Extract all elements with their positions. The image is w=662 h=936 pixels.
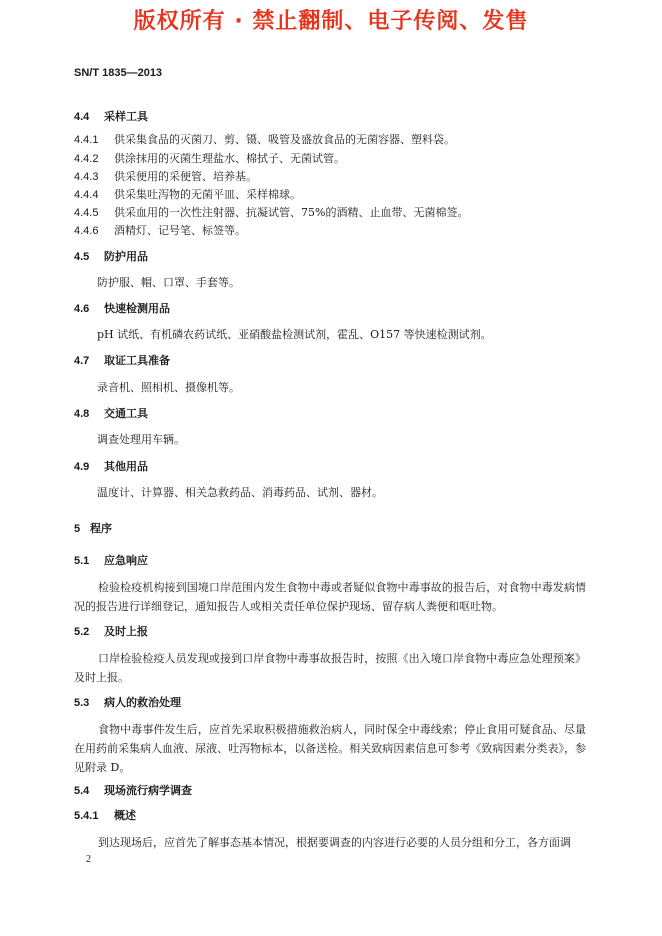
section-heading-5-4: 5.4 现场流行病学调查 <box>74 784 192 797</box>
section-heading-5-3: 5.3 病人的救治处理 <box>74 696 181 709</box>
list-item: 4.4.6 酒精灯、记号笔、标签等。 <box>74 224 246 237</box>
section-heading-4-4: 4.4 采样工具 <box>74 110 148 123</box>
section-body-4-5: 防护服、帽、口罩、手套等。 <box>97 276 240 289</box>
section-body-5-1: 检验检疫机构接到国境口岸范围内发生食物中毒或者疑似食物中毒事故的报告后，对食物中毒发病情况的报告进行详细登记，通知报告人或相关责任单位保护现场、留存病人粪便和呕吐物。 <box>74 581 586 613</box>
list-item: 4.4.2 供涂抹用的灭菌生理盐水、棉拭子、无菌试管。 <box>74 152 345 165</box>
list-item: 4.4.1 供采集食品的灭菌刀、剪、镊、吸管及盛放食品的无菌容器、塑料袋。 <box>74 133 455 146</box>
section-heading-4-5: 4.5 防护用品 <box>74 250 148 263</box>
section-body-5-2: 口岸检验检疫人员发现或接到口岸食物中毒事故报告时，按照《出入境口岸食物中毒应急处理预案》及时上报。 <box>74 652 586 684</box>
section-heading-5-2: 5.2 及时上报 <box>74 625 148 638</box>
section-body-5-3: 食物中毒事件发生后，应首先采取积极措施救治病人，同时保全中毒线索；停止食用可疑食品、尽量在用药前采集病人血液、尿液、吐泻物标本，以备送检。相关致病因素信息可参考《致病因素分类表》，参见附录 D。 <box>74 723 586 774</box>
section-heading-4-7: 4.7 取证工具准备 <box>74 354 170 367</box>
list-item: 4.4.5 供采血用的一次性注射器、抗凝试管、75%的酒精、止血带、无菌棉签。 <box>74 206 469 219</box>
standard-number: SN/T 1835—2013 <box>74 67 163 79</box>
copyright-banner: 版权所有 · 禁止翻制、电子传阅、发售 <box>133 9 529 34</box>
list-item: 4.4.3 供采便用的采便管、培养基。 <box>74 170 257 183</box>
section-body-5-4-1: 到达现场后，应首先了解事态基本情况，根据要调查的内容进行必要的人员分组和分工，各方面调 <box>98 836 571 849</box>
section-heading-4-6: 4.6 快速检测用品 <box>74 302 170 315</box>
list-item: 4.4.4 供采集吐泻物的无菌平皿、采样棉球。 <box>74 188 301 201</box>
section-heading-5: 5 程序 <box>74 522 112 535</box>
section-heading-5-4-1: 5.4.1 概述 <box>74 809 136 822</box>
section-body-4-8: 调查处理用车辆。 <box>97 433 185 446</box>
section-body-4-7: 录音机、照相机、摄像机等。 <box>97 381 240 394</box>
section-heading-4-8: 4.8 交通工具 <box>74 407 148 420</box>
section-body-4-9: 温度计、计算器、相关急救药品、消毒药品、试剂、器材。 <box>97 486 383 499</box>
section-body-4-6: pH 试纸、有机磷农药试纸、亚硝酸盐检测试剂，霍乱、O157 等快速检测试剂。 <box>97 328 492 341</box>
page-number: 2 <box>86 854 91 865</box>
section-heading-5-1: 5.1 应急响应 <box>74 554 148 567</box>
section-heading-4-9: 4.9 其他用品 <box>74 460 148 473</box>
